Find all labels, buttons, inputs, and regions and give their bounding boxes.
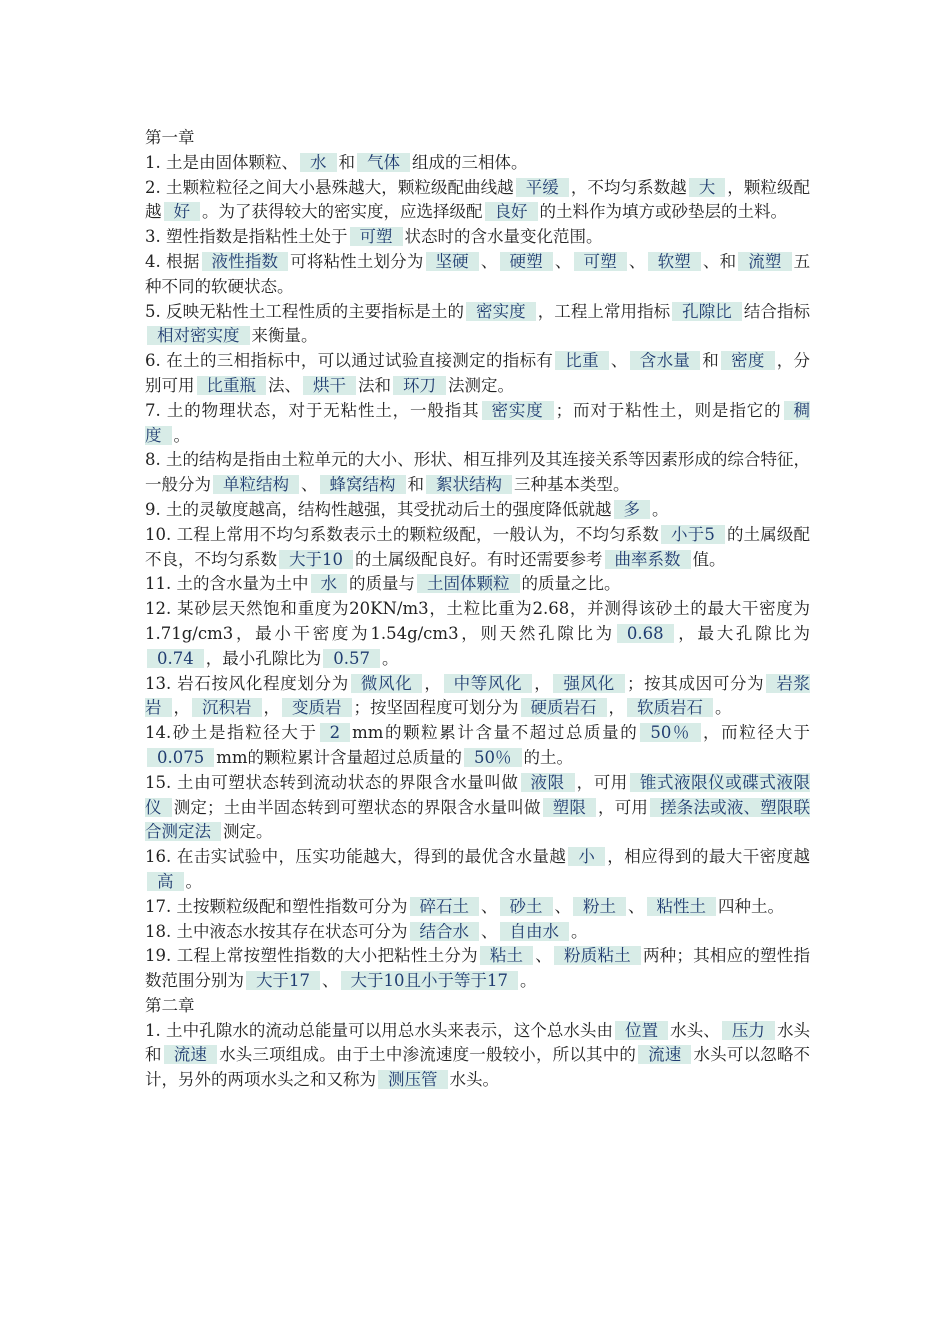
answer-blank: 结合水 (410, 922, 480, 941)
question-text: 的质量与 (349, 574, 415, 594)
answer-blank: 稠度 (145, 400, 811, 445)
question-text: 1. 土是由固体颗粒、 (145, 152, 298, 172)
question-text: 。 (652, 499, 669, 519)
question-text: 6. 在土的三相指标中，可以通过试验直接测定的指标有 (145, 351, 554, 371)
answer-blank: 微风化 (351, 674, 423, 693)
answer-blank: 小 (568, 847, 605, 866)
question-text: 水头可以忽略不计，另外的两项水头之和又称为 (145, 1045, 811, 1090)
answer-blank: 大于10 (279, 550, 353, 569)
answer-blank: 硬塑 (500, 252, 553, 271)
question-text: 可将粘性土划分为 (290, 251, 424, 271)
question-text: 18. 土中液态水按其存在状态可分为 (145, 921, 408, 941)
question-7 (145, 399, 810, 449)
answer-blank: 蜂窝结构 (320, 475, 406, 494)
question-18 (145, 920, 810, 945)
answer-blank: 软质岩石 (627, 698, 713, 717)
question-text: 8. 土的结构是指由土粒单元的大小、形状、相互排列及其连接关系等因素形成的综合特征，一般分为 (145, 450, 810, 495)
answer-blank: 测压管 (378, 1070, 448, 1089)
answer-blank: 流速 (638, 1045, 691, 1064)
question-16 (145, 845, 810, 895)
question-text: ；按其成因可分为 (626, 673, 765, 693)
question-text: 。 (173, 425, 190, 445)
separator: 、 (554, 251, 572, 271)
question-text: 3. 塑性指数是指粘性土处于 (145, 227, 348, 247)
question-text: 2. 土颗粒粒径之间大小悬殊越大，颗粒级配曲线越 (145, 177, 514, 197)
answer-blank: 平缓 (516, 178, 569, 197)
question-9 (145, 498, 810, 523)
answer-blank: 密实度 (482, 401, 554, 420)
question-text: 5. 反映无粘性土工程性质的主要指标是土的 (145, 301, 465, 321)
answer-blank: 密度 (721, 351, 775, 370)
question-text: 四种土。 (718, 896, 784, 916)
answer-blank: 含水量 (630, 351, 700, 370)
question-text: 的质量之比。 (521, 574, 621, 594)
separator: 和 (702, 351, 720, 371)
separator: 、 (481, 921, 498, 941)
question-text: 。为了获得较大的密实度，应选择级配 (202, 202, 483, 222)
answer-blank: 好 (164, 202, 201, 221)
answer-blank: 粘性土 (647, 897, 717, 916)
answer-blank: 环刀 (393, 376, 446, 395)
question-text: 13. 岩石按风化程度划分为 (145, 673, 349, 693)
separator: 、 (301, 475, 318, 495)
answer-blank: 自由水 (500, 922, 570, 941)
answer-blank: 0.075 (147, 748, 214, 767)
answer-blank: 50％ (640, 723, 701, 742)
question-text: 4. 根据 (145, 251, 200, 271)
separator: 、 (628, 896, 645, 916)
question-10 (145, 523, 810, 573)
answer-blank: 密实度 (466, 302, 536, 321)
separator: ， (608, 698, 625, 718)
question-text: 法测定。 (448, 375, 514, 395)
question-text: 法、 (268, 375, 301, 395)
question-text: 14.砂土是指粒径大于 (145, 723, 318, 743)
question-text: ；按坚固程度可划分为 (353, 698, 519, 718)
answer-blank: 大于10且小于等于17 (341, 971, 519, 990)
answer-blank: 小于5 (661, 525, 725, 544)
answer-blank: 烘干 (303, 376, 356, 395)
answer-blank: 碎石土 (410, 897, 480, 916)
question-8 (145, 448, 810, 498)
answer-blank: 搓条法或液、塑限联合测定法 (145, 797, 811, 842)
answer-blank: 压力 (722, 1021, 775, 1040)
answer-blank: 0.68 (617, 624, 674, 643)
question-text: 的土料作为填方或砂垫层的土料。 (539, 202, 787, 222)
question-11 (145, 572, 810, 597)
answer-blank: 液限 (521, 773, 575, 792)
question-text: ，而粒径大于 (703, 723, 811, 743)
question-text: 19. 工程上常按塑性指数的大小把粘性土分为 (145, 946, 478, 966)
separator: ， (424, 673, 442, 693)
question-text: 组成的三相体。 (412, 152, 528, 172)
question-text: 水头。 (449, 1070, 499, 1090)
answer-blank: 高 (147, 872, 184, 891)
question-6 (145, 349, 810, 399)
question-text: ，最大孔隙比为 (675, 623, 810, 643)
question-2 (145, 176, 810, 226)
question-text: 测定。 (223, 822, 273, 842)
answer-blank: 比重瓶 (197, 376, 267, 395)
question-text: mm的颗粒累计含量不超过总质量的 (352, 723, 639, 743)
question-text: 。 (520, 971, 537, 991)
question-text: 1. 土中孔隙水的流动总能量可以用总水头来表示，这个总水头由 (145, 1020, 614, 1040)
answer-blank: 位置 (615, 1021, 668, 1040)
question-1 (145, 151, 810, 176)
question-text: 15. 土由可塑状态转到流动状态的界限含水量叫做 (145, 772, 519, 792)
question-text: 状态时的含水量变化范围。 (404, 227, 603, 247)
answer-blank: 变质岩 (282, 698, 352, 717)
question-text: ，可用 (576, 772, 628, 792)
answer-blank: 大于17 (246, 971, 320, 990)
question-text: 9. 土的灵敏度越高，结构性越强，其受扰动后土的强度降低就越 (145, 499, 612, 519)
question-12 (145, 597, 810, 671)
question-text: 。 (571, 921, 588, 941)
question-text: ，工程上常用指标 (537, 301, 671, 321)
separator: ， (173, 698, 190, 718)
separator: 、和 (702, 251, 737, 271)
question-4 (145, 250, 810, 300)
question-text: 的土属级配良好。有时还需要参考 (355, 549, 603, 569)
question-text: 。 (185, 871, 202, 891)
question-text: 五种不同的软硬状态。 (145, 251, 811, 296)
question-text: 的土。 (523, 747, 574, 767)
answer-blank: 岩浆岩 (145, 673, 810, 718)
answer-blank: 多 (614, 500, 651, 519)
question-text: 17. 土按颗粒级配和塑性指数可分为 (145, 896, 408, 916)
question-text: 水头三项组成。由于土中渗流速度一般较小，所以其中的 (219, 1045, 637, 1065)
question-text: ，分别可用 (145, 351, 811, 395)
answer-blank: 流速 (164, 1045, 217, 1064)
answer-blank: 硬质岩石 (521, 698, 607, 717)
question-text: 11. 土的含水量为土中 (145, 574, 309, 594)
separator: 、 (481, 896, 498, 916)
question-text: 12. 某砂层天然饱和重度为20KN/m3，土粒比重为2.68，并测得该砂土的最大干密度为1.71g/cm3，最小干密度为1.54g/cm3，则天然孔隙比为 (145, 599, 810, 643)
answer-blank: 强风化 (553, 674, 625, 693)
separator: 和 (407, 475, 424, 495)
question-text: 10. 工程上常用不均匀系数表示土的颗粒级配，一般认为，不均匀系数 (145, 524, 660, 544)
document-body (145, 126, 810, 1093)
question-5 (145, 300, 810, 350)
question-text: 法和 (358, 375, 391, 395)
answer-blank: 坚硬 (426, 252, 479, 271)
question-text: 。 (715, 698, 732, 718)
question-text: 两种；其相应的塑性指数范围分别为 (145, 946, 811, 991)
answer-blank: 中等风化 (444, 674, 533, 693)
answer-blank: 粉土 (573, 897, 626, 916)
question-14 (145, 721, 810, 771)
question-text: 结合指标 (743, 301, 811, 321)
answer-blank: 可塑 (574, 252, 627, 271)
answer-blank: 50％ (464, 748, 522, 767)
answer-blank: 土固体颗粒 (417, 574, 520, 593)
answer-blank: 絮状结构 (426, 475, 512, 494)
question-3 (145, 225, 810, 250)
answer-blank: 气体 (357, 153, 410, 172)
separator: 、 (535, 946, 553, 966)
answer-blank: 粘土 (480, 946, 533, 965)
separator: ， (534, 673, 552, 693)
question-13 (145, 672, 810, 722)
answer-blank: 大 (689, 178, 726, 197)
answer-blank: 水 (300, 153, 337, 172)
question-text: 值。 (692, 549, 726, 569)
question-text: 水头和 (145, 1020, 811, 1065)
answer-blank: 液性指数 (202, 252, 289, 271)
question-text: 。 (382, 648, 399, 668)
answer-blank: 2 (320, 723, 351, 742)
answer-blank: 粉质粘土 (554, 946, 641, 965)
chapter-heading: 第二章 (145, 995, 195, 1015)
answer-blank: 孔隙比 (672, 302, 742, 321)
answer-blank: 比重 (555, 351, 609, 370)
question-text: 测定；土由半固态转到可塑状态的界限含水量叫做 (173, 797, 541, 817)
separator: 、 (610, 351, 628, 371)
ch2-question-1 (145, 1019, 810, 1093)
separator: 、 (322, 971, 339, 991)
question-text: 16. 在击实试验中，压实功能越大，得到的最优含水量越 (145, 847, 567, 867)
question-text: 三种基本类型。 (514, 475, 630, 495)
question-17 (145, 895, 810, 920)
separator: 、 (628, 251, 646, 271)
separator: 、 (554, 896, 571, 916)
question-text: 来衡量。 (251, 326, 318, 346)
answer-blank: 软塑 (648, 252, 701, 271)
answer-blank: 沉积岩 (192, 698, 262, 717)
separator: 、 (480, 251, 498, 271)
question-text: ，相应得到的最大干密度越 (607, 847, 811, 867)
question-text: ，可用 (598, 797, 649, 817)
answer-blank: 曲率系数 (605, 550, 691, 569)
answer-blank: 锥式液限仪或碟式液限仪 (145, 772, 811, 817)
chapter-heading: 第一章 (145, 128, 195, 147)
question-text: ，不均匀系数越 (570, 177, 687, 197)
question-text: 的土属级配不良，不均匀系数 (145, 524, 811, 569)
answer-blank: 砂土 (500, 897, 553, 916)
question-19 (145, 944, 810, 994)
answer-blank: 相对密实度 (147, 326, 250, 345)
answer-blank: 0.57 (323, 649, 380, 668)
answer-blank: 塑限 (543, 798, 596, 817)
answer-blank: 水 (311, 574, 348, 593)
question-text: ，最小孔隙比为 (205, 648, 322, 668)
answer-blank: 流塑 (738, 252, 791, 271)
question-text: ；而对于粘性土，则是指它的 (555, 400, 782, 420)
answer-blank: 良好 (485, 202, 538, 221)
question-text: 7. 土的物理状态，对于无粘性土，一般指其 (145, 400, 480, 420)
answer-blank: 0.74 (147, 649, 204, 668)
question-15 (145, 771, 810, 845)
question-text: mm的颗粒累计含量超过总质量的 (216, 747, 463, 767)
question-text: 和 (338, 152, 355, 172)
answer-blank: 单粒结构 (213, 475, 299, 494)
answer-blank: 可塑 (350, 227, 403, 246)
separator: ， (263, 698, 280, 718)
question-text: ，颗粒级配越 (145, 177, 811, 222)
question-text: 水头、 (670, 1020, 720, 1040)
